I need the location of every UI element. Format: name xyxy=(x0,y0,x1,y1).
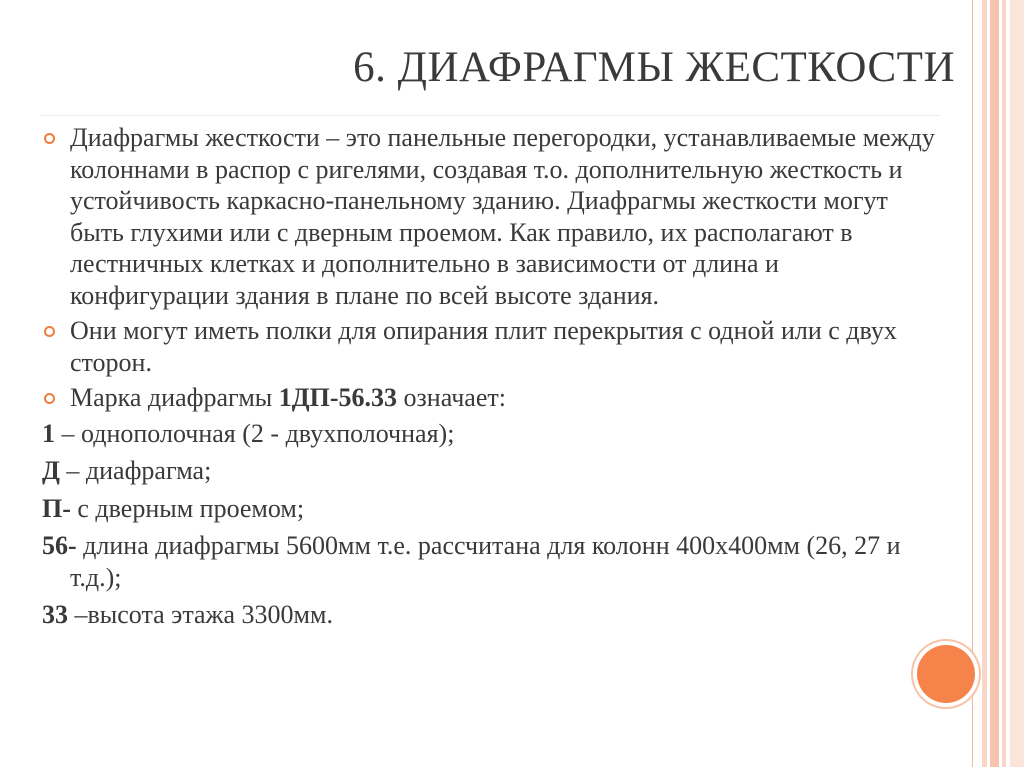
bullet-shelves xyxy=(42,315,942,378)
legend-item xyxy=(42,530,942,593)
slide-content xyxy=(42,122,942,637)
legend-text: длина диафрагмы 5600мм т.е. рассчитана для колонн 400х400мм (26, 27 и т.д.); xyxy=(70,531,901,592)
marking-prefix: Марка диафрагмы xyxy=(70,383,279,412)
bullet-text: Они могут иметь полки для опирания плит перекрытия с одной или с двух сторон. xyxy=(70,316,897,377)
bullet-circle-icon xyxy=(44,326,55,337)
bullet-marking xyxy=(42,382,942,414)
marking-code: 1ДП-56.33 xyxy=(278,383,398,412)
legend-key: П- xyxy=(42,493,71,523)
legend-key: 56- xyxy=(42,531,77,560)
legend-text: с дверным проемом; xyxy=(70,493,305,523)
legend-text: – однополочная (2 - двухполочная); xyxy=(55,418,455,448)
bullet-definition xyxy=(42,122,942,311)
legend-item xyxy=(42,493,942,525)
decor-divider xyxy=(972,0,973,767)
legend-key: 33 xyxy=(42,600,68,629)
legend-text: –высота этажа 3300мм. xyxy=(68,600,333,629)
decor-stripe-4 xyxy=(1010,0,1024,767)
legend-key: 1 xyxy=(42,418,55,448)
legend-item xyxy=(42,455,942,487)
legend-text: – диафрагма; xyxy=(59,456,212,485)
legend-key: Д xyxy=(42,456,60,485)
slide-title: 6. ДИАФРАГМЫ ЖЕСТКОСТИ xyxy=(353,44,955,91)
decor-stripe-2 xyxy=(990,0,999,767)
decor-circle xyxy=(917,645,975,703)
legend-item xyxy=(42,599,942,631)
title-rule xyxy=(40,115,940,116)
decor-stripe-1 xyxy=(982,0,987,767)
marking-suffix: означает: xyxy=(397,383,506,412)
bullet-circle-icon xyxy=(44,393,55,404)
decor-stripe-3 xyxy=(1002,0,1006,767)
legend-item xyxy=(42,418,942,450)
bullet-circle-icon xyxy=(44,133,55,144)
bullet-text: Диафрагмы жесткости – это панельные перегородки, устанавливаемые между колоннами в распор с ригелями, создавая т.о. дополнительную жесткость и устойчивость каркасно-панельному зданию. Диафрагмы жесткости могут быть глухими или с дверным проемом. Как правило, их располагают в лестничных клетках и дополнительно в зависимости от длина и конфигурации здания в плане по всей высоте здания. xyxy=(70,123,935,310)
